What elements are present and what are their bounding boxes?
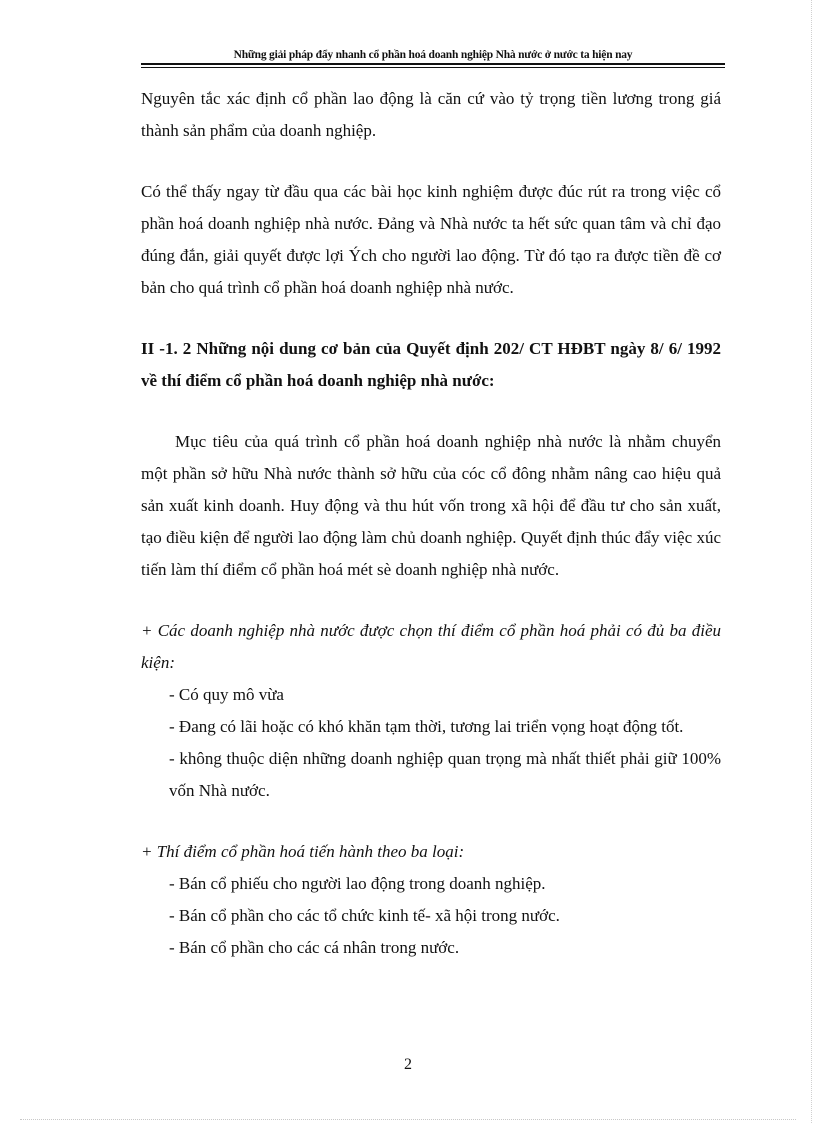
type-item: - Bán cổ phần cho các cá nhân trong nước. (169, 938, 460, 957)
condition-item: - Có quy mô vừa (169, 685, 284, 704)
page-edge-bottom (20, 1119, 796, 1120)
conditions-intro: + Các doanh nghiệp nhà nước được chọn thí điểm cổ phần hoá phải có đủ ba điều kiện: (141, 621, 721, 672)
header-rule-thick (141, 63, 725, 65)
page-number: 2 (404, 1056, 412, 1073)
types-intro: + Thí điểm cổ phần hoá tiến hành theo ba loại: (141, 842, 465, 861)
condition-item: - không thuộc diện những doanh nghiệp quan trọng mà nhất thiết phải giữ 100% vốn Nhà nước. (169, 749, 721, 800)
document-body (141, 83, 721, 964)
section-heading: II -1. 2 Những nội dung cơ bản của Quyết định 202/ CT HĐBT ngày 8/ 6/ 1992 về thí điểm cổ phần hoá doanh nghiệp nhà nước: (141, 339, 721, 390)
page-header-title: Những giải pháp đẩy nhanh cổ phần hoá doanh nghiệp Nhà nước ở nước ta hiện nay (233, 49, 633, 61)
paragraph-lessons: Có thể thấy ngay từ đầu qua các bài học kinh nghiệm được đúc rút ra trong việc cổ phần hoá doanh nghiệp nhà nước. Đảng và Nhà nước ta hết sức quan tâm và chỉ đạo đúng đắn, giải quyết được lợi Ých cho người lao động. Từ đó tạo ra được tiền đề cơ bản cho quá trình cổ phần hoá doanh nghiệp nhà nước. (141, 182, 721, 297)
page-edge-right (811, 0, 812, 1123)
type-item: - Bán cổ phần cho các tổ chức kinh tế- xã hội trong nước. (169, 906, 560, 925)
paragraph-objectives: Mục tiêu của quá trình cổ phần hoá doanh nghiệp nhà nước là nhằm chuyển một phần sở hữu Nhà nước thành sở hữu của cóc cổ đông nhằm nâng cao hiệu quả sản xuất kinh doanh. Huy động và thu hút vốn trong xã hội để đầu tư cho sản xuất, tạo điều kiện để người lao động làm chủ doanh nghiệp. Quyết định thúc đẩy việc xúc tiến làm thí điểm cổ phần hoá mét sè doanh nghiệp nhà nước. (141, 432, 721, 579)
type-item: - Bán cổ phiếu cho người lao động trong doanh nghiệp. (169, 874, 546, 893)
header-rule-thin (141, 67, 725, 68)
paragraph-labor-share: Nguyên tắc xác định cổ phần lao động là căn cứ vào tỷ trọng tiền lương trong giá thành sản phẩm của doanh nghiệp. (141, 89, 721, 140)
condition-item: - Đang có lãi hoặc có khó khăn tạm thời, tương lai triển vọng hoạt động tốt. (169, 717, 684, 736)
